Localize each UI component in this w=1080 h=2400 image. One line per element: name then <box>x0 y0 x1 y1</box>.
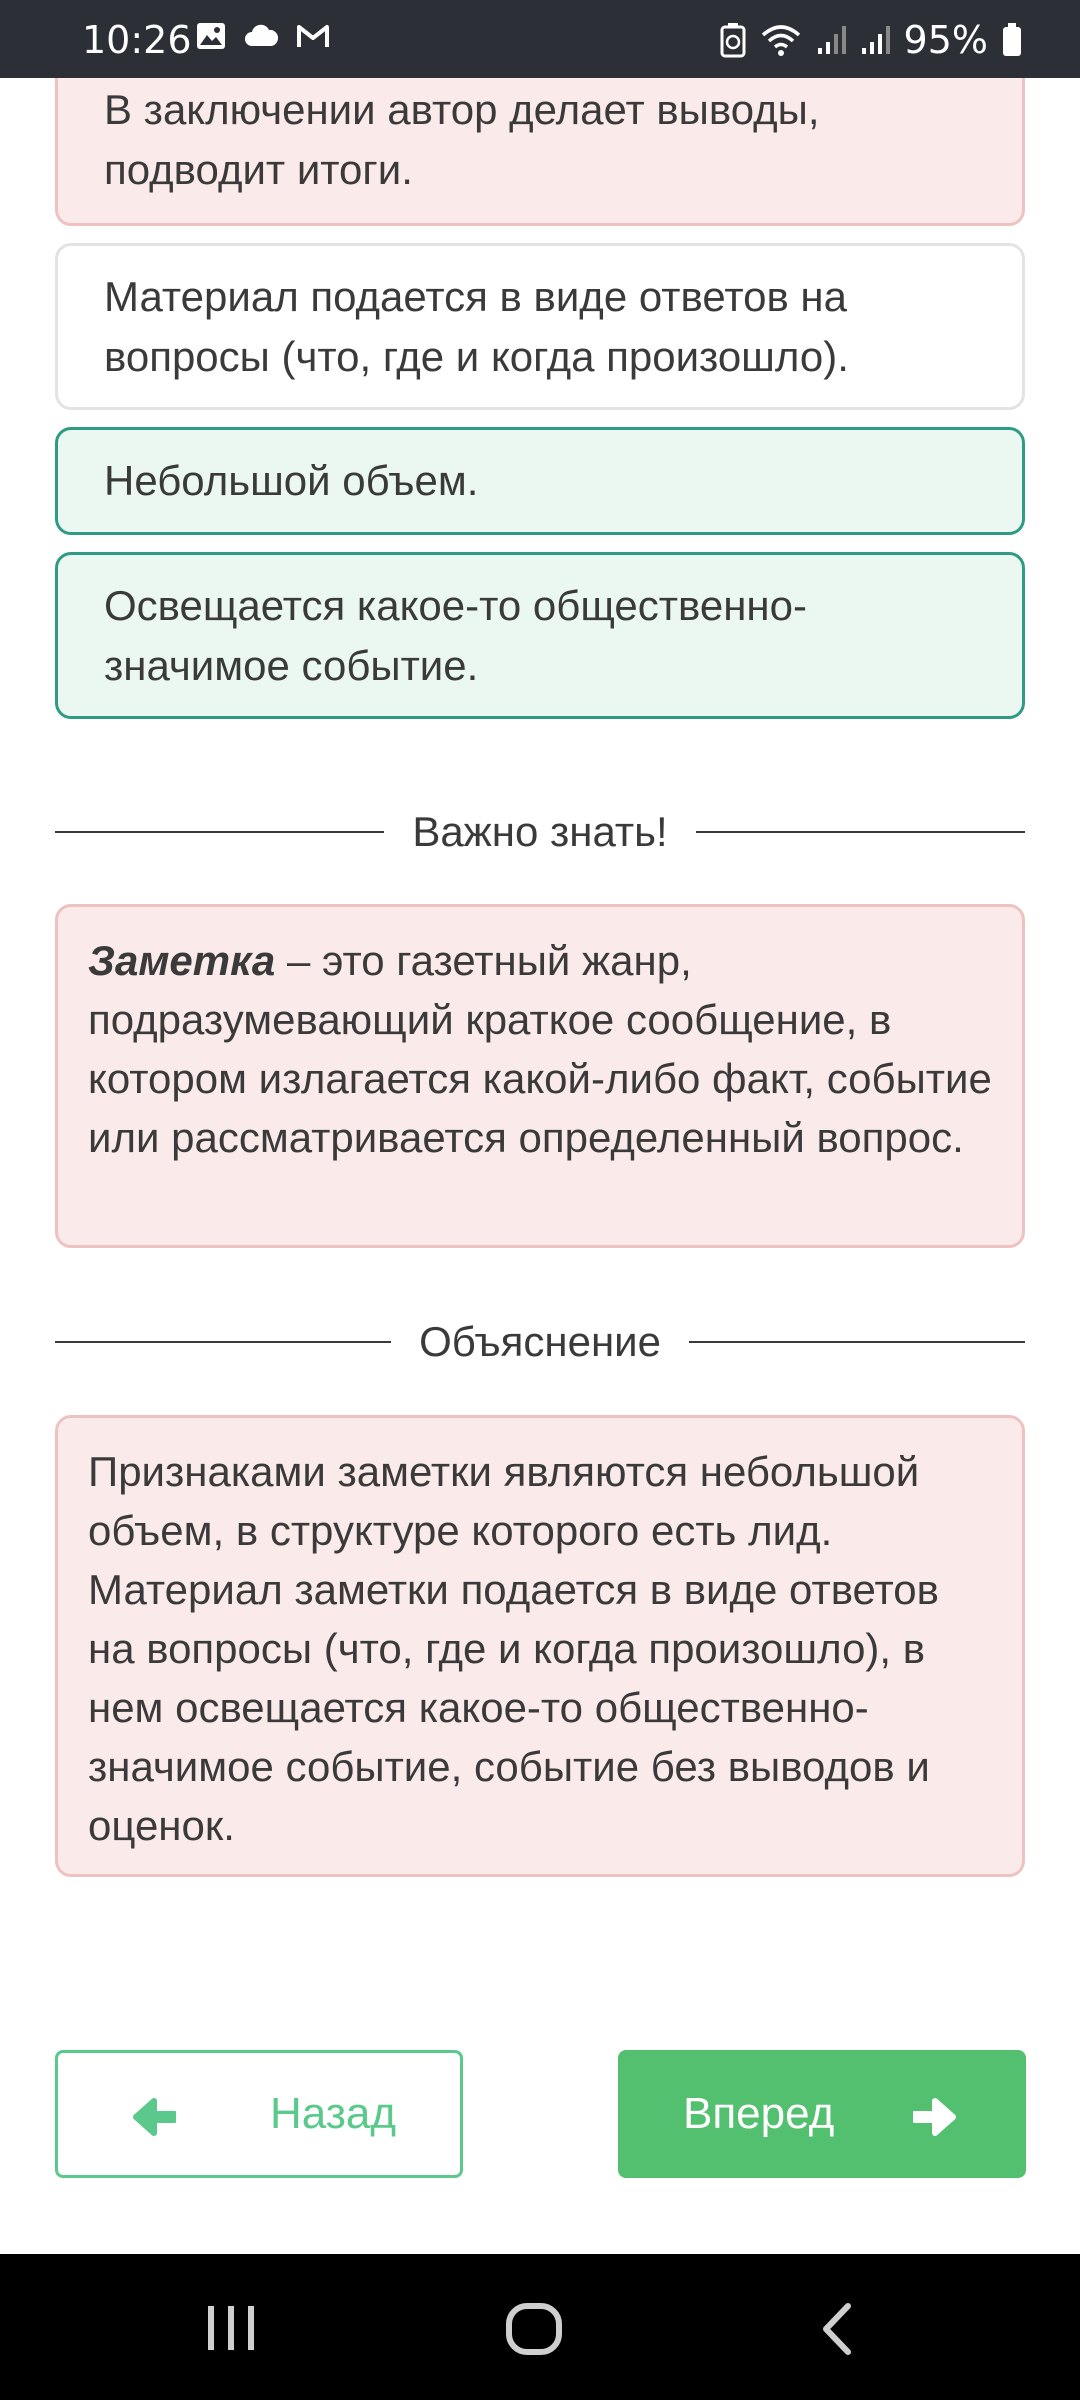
explanation-section-divider <box>55 1312 1025 1372</box>
divider-line <box>689 1341 1025 1343</box>
system-status-icons <box>720 18 1022 62</box>
divider-line <box>696 831 1025 833</box>
divider-line <box>55 1341 391 1343</box>
divider-line <box>55 831 384 833</box>
home-icon[interactable] <box>505 2302 565 2356</box>
answer-option-text: В заключении автор делает выводы, подводит итоги. <box>104 86 820 193</box>
answer-option-correct[interactable] <box>55 427 1025 535</box>
next-button-label: Вперед <box>683 2089 835 2138</box>
answer-option-text: Материал подается в виде ответов на вопросы (что, где и когда произошло). <box>104 272 849 380</box>
back-nav-icon[interactable] <box>818 2302 858 2356</box>
explanation-heading: Объяснение <box>419 1318 661 1365</box>
signal-icon <box>860 24 890 56</box>
gallery-icon <box>196 22 226 50</box>
cloud-icon <box>244 24 278 48</box>
arrow-right-icon <box>913 2087 961 2147</box>
answer-option-text: Небольшой объем. <box>104 457 479 504</box>
wifi-icon <box>760 23 802 57</box>
gmail-icon <box>296 23 330 49</box>
battery-percent: 95% <box>903 18 988 62</box>
signal-icon <box>816 24 846 56</box>
back-button-label: Назад <box>270 2089 397 2138</box>
notification-icons <box>196 22 330 50</box>
explanation-box <box>55 1415 1025 1877</box>
recent-apps-icon[interactable] <box>204 2302 260 2352</box>
arrow-left-icon <box>128 2087 176 2147</box>
answer-option[interactable] <box>55 243 1025 410</box>
answer-option-text: Освещается какое-то общественно-значимое событие. <box>104 581 807 689</box>
back-button[interactable] <box>55 2050 463 2178</box>
important-heading: Важно знать! <box>412 808 668 855</box>
battery-icon <box>1002 23 1022 57</box>
term-highlight: Заметка <box>88 937 276 984</box>
next-button[interactable] <box>618 2050 1026 2178</box>
answer-option-incorrect[interactable] <box>55 54 1025 226</box>
important-info-box <box>55 904 1025 1248</box>
status-bar <box>0 0 1080 78</box>
term-definition: – это газетный жанр, подразумевающий краткое сообщение, в котором излагается какой-либо факт, событие или рассматривается определенный вопрос. <box>88 937 992 1161</box>
battery-saver-icon <box>720 22 746 58</box>
explanation-text: Признаками заметки являются небольшой объем, в структуре которого есть лид. Материал заметки подается в виде ответов на вопросы (что, где и когда произошло), в нем освещается какое-то общественно-значимое событие, событие без выводов и оценок. <box>88 1448 939 1849</box>
answer-option-correct[interactable] <box>55 552 1025 719</box>
system-navigation-bar <box>0 2254 1080 2400</box>
status-time: 10:26 <box>82 18 192 62</box>
important-section-divider <box>55 802 1025 862</box>
